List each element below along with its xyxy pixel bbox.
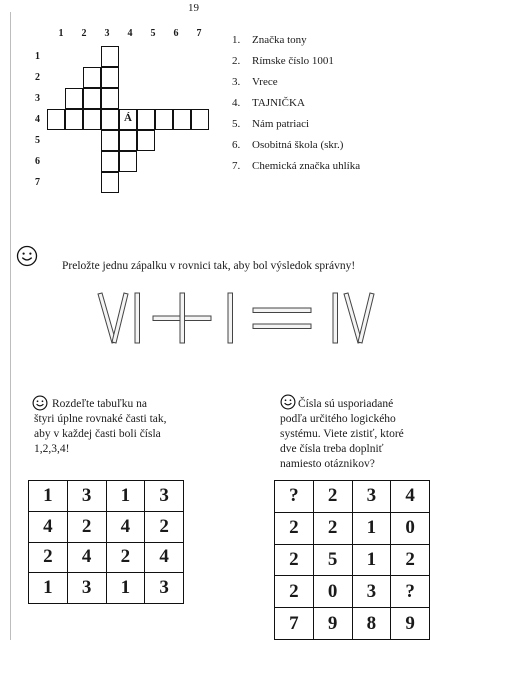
clue-text: Vrece	[252, 76, 278, 88]
crossword-clue	[232, 139, 343, 151]
crossword-cell[interactable]	[101, 88, 119, 109]
crossword-cell[interactable]	[83, 88, 101, 109]
crossword-letter: Á	[124, 112, 132, 124]
grid-cell: 3	[145, 481, 184, 512]
clue-number: 4.	[232, 97, 241, 109]
clue-text: Osobitná škola (skr.)	[252, 139, 344, 151]
clue-text: Nám patriaci	[252, 118, 310, 130]
grid-cell: 2	[313, 481, 352, 513]
crossword-cell[interactable]	[101, 172, 119, 193]
grid-cell: 4	[391, 481, 430, 513]
grid-cell: 0	[391, 512, 430, 544]
crossword-cell[interactable]	[101, 109, 119, 130]
clue-text: TAJNIČKA	[252, 97, 305, 109]
grid-cell: 1	[352, 544, 391, 576]
text-line: Rozdeľte tabuľku na	[52, 398, 147, 410]
grid-row	[275, 544, 430, 576]
grid-cell: ?	[391, 576, 430, 608]
text-line: aby v každej časti boli čísla	[34, 428, 161, 440]
crossword-clue	[232, 55, 334, 67]
clue-text: Chemická značka uhlíka	[252, 160, 361, 172]
grid-cell: 2	[275, 576, 314, 608]
text-line: systému. Viete zistiť, ktoré	[280, 428, 404, 440]
grid-cell: 2	[313, 512, 352, 544]
crossword-cell[interactable]	[65, 109, 83, 130]
clue-number: 3.	[232, 76, 241, 88]
clue-number: 6.	[232, 139, 241, 151]
grid-cell: 9	[313, 608, 352, 640]
crossword-cell[interactable]	[119, 151, 137, 172]
grid-cell: 2	[106, 542, 145, 573]
crossword-column-number: 5	[150, 28, 156, 39]
crossword-row-number: 1	[35, 51, 40, 62]
grid-cell: 5	[313, 544, 352, 576]
crossword-column-number: 1	[58, 28, 64, 39]
crossword-cell[interactable]	[137, 109, 155, 130]
crossword-column-number: 7	[196, 28, 202, 39]
grid-row	[275, 576, 430, 608]
grid-cell: 1	[29, 573, 68, 604]
crossword-column-number: 6	[173, 28, 179, 39]
grid-cell: 4	[29, 511, 68, 542]
grid-cell: 1	[106, 573, 145, 604]
grid-cell: 3	[67, 573, 106, 604]
crossword-cell[interactable]	[101, 151, 119, 172]
grid-cell: 2	[145, 511, 184, 542]
sequence-grid	[274, 480, 430, 640]
crossword-cell[interactable]	[101, 130, 119, 151]
crossword-row-number: 2	[35, 72, 40, 83]
matchstick	[180, 293, 185, 343]
text-line: Čísla sú usporiadané	[298, 398, 394, 410]
crossword-cell[interactable]	[65, 88, 83, 109]
grid-cell: 3	[145, 573, 184, 604]
grid-cell: 2	[29, 542, 68, 573]
text-line: podľa určitého logického	[280, 413, 396, 425]
crossword-cell[interactable]	[101, 46, 119, 67]
crossword-cell[interactable]	[83, 109, 101, 130]
grid-cell: 8	[352, 608, 391, 640]
grid-row	[275, 608, 430, 640]
crossword-row-number: 4	[35, 114, 40, 125]
text-line: namiesto otáznikov?	[280, 458, 375, 470]
grid-cell: ?	[275, 481, 314, 513]
crossword-clue	[232, 34, 307, 46]
sequence-puzzle-text	[280, 397, 404, 472]
clue-number: 1.	[232, 34, 241, 46]
crossword-column-number: 2	[81, 28, 87, 39]
crossword-column-number: 4	[127, 28, 133, 39]
matchstick	[112, 293, 128, 343]
matchstick-instruction: Preložte jednu zápalku v rovnici tak, aby bol výsledok správny!	[62, 260, 356, 272]
crossword-clue	[232, 118, 309, 130]
crossword-clue	[232, 97, 305, 109]
crossword-cell[interactable]	[173, 109, 191, 130]
grid-row	[29, 542, 184, 573]
grid-row	[29, 511, 184, 542]
crossword-cell[interactable]	[155, 109, 173, 130]
grid-cell: 4	[67, 542, 106, 573]
clue-text: Rímske číslo 1001	[252, 55, 334, 67]
matchstick-equation	[90, 288, 390, 350]
grid-row	[29, 481, 184, 512]
matchstick	[253, 308, 311, 313]
matchstick	[333, 293, 338, 343]
grid-cell: 3	[352, 576, 391, 608]
grid-cell: 0	[313, 576, 352, 608]
page-number: 19	[188, 2, 199, 14]
crossword-cell[interactable]	[83, 67, 101, 88]
grid-cell: 9	[391, 608, 430, 640]
divide-grid	[28, 480, 184, 604]
crossword-row-number: 3	[35, 93, 40, 104]
crossword-clue	[232, 76, 278, 88]
crossword-row-number: 5	[35, 135, 40, 146]
grid-cell: 2	[67, 511, 106, 542]
text-line: dve čísla treba doplniť	[280, 443, 384, 455]
grid-cell: 2	[275, 512, 314, 544]
grid-cell: 7	[275, 608, 314, 640]
crossword-row-number: 7	[35, 177, 40, 188]
grid-row	[275, 481, 430, 513]
crossword-cell[interactable]	[137, 130, 155, 151]
grid-cell: 2	[275, 544, 314, 576]
clue-number: 7.	[232, 160, 241, 172]
crossword-column-number: 3	[104, 28, 110, 39]
grid-cell: 1	[352, 512, 391, 544]
clue-text: Značka tony	[252, 34, 307, 46]
divide-puzzle-text	[34, 397, 167, 457]
grid-cell: 4	[106, 511, 145, 542]
crossword-row-number: 6	[35, 156, 40, 167]
crossword-cell[interactable]	[47, 109, 65, 130]
matchstick	[135, 293, 140, 343]
grid-cell: 1	[29, 481, 68, 512]
smiley-icon	[16, 245, 38, 267]
grid-cell: 3	[67, 481, 106, 512]
clue-number: 2.	[232, 55, 241, 67]
grid-cell: 1	[106, 481, 145, 512]
grid-cell: 2	[391, 544, 430, 576]
grid-row	[29, 573, 184, 604]
matchstick	[253, 324, 311, 329]
crossword-cell[interactable]	[191, 109, 209, 130]
matchstick	[358, 293, 374, 343]
matchstick	[228, 293, 233, 343]
crossword-cell[interactable]	[119, 130, 137, 151]
crossword-clue	[232, 160, 360, 172]
grid-row	[275, 512, 430, 544]
text-line: 1,2,3,4!	[34, 443, 70, 455]
grid-cell: 3	[352, 481, 391, 513]
grid-cell: 4	[145, 542, 184, 573]
crossword-cell[interactable]	[101, 67, 119, 88]
clue-number: 5.	[232, 118, 241, 130]
text-line: štyri úplne rovnaké časti tak,	[34, 413, 167, 425]
